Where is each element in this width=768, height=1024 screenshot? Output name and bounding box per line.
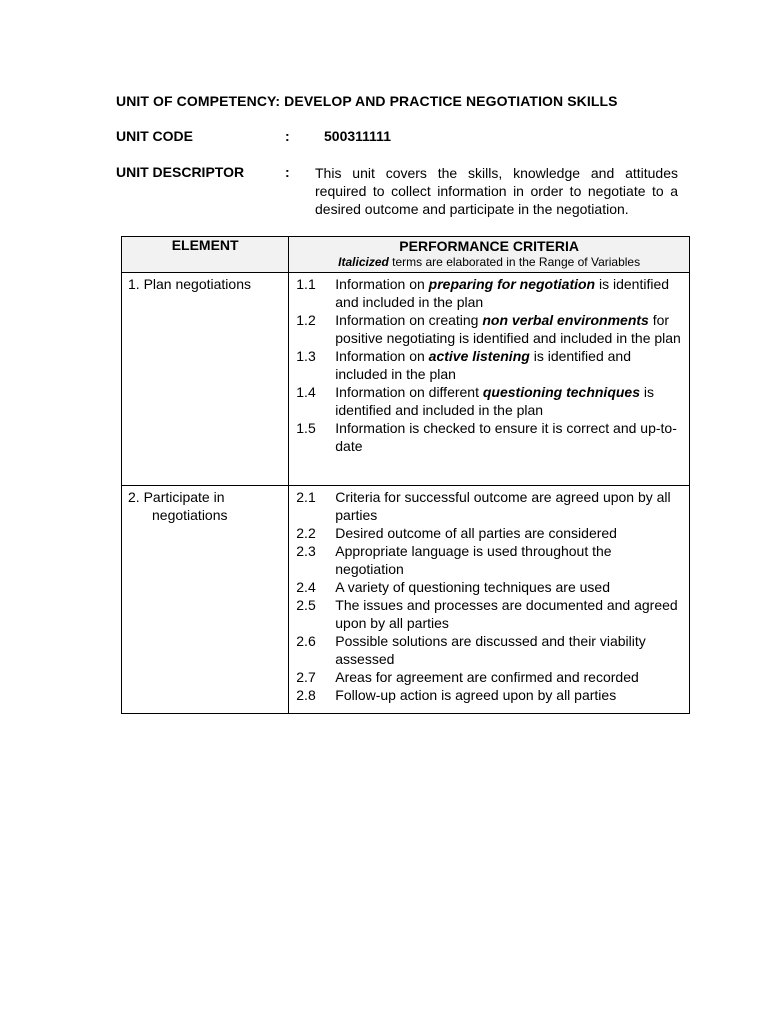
unit-descriptor-text: This unit covers the skills, knowledge and attitudes required to collect information in order to negotiate to a desired outcome and participate in the negotiation. xyxy=(315,165,678,217)
criteria-number: 2.7 xyxy=(296,669,316,685)
criteria-text xyxy=(335,542,682,578)
criteria-number: 2.4 xyxy=(296,579,316,595)
criteria-header-note xyxy=(289,255,689,270)
criteria-text xyxy=(335,632,682,668)
criteria-text-lead: Desired outcome of all parties are considered xyxy=(335,525,617,541)
criteria-text-lead: Appropriate language is used throughout the negotiation xyxy=(335,543,612,577)
criteria-list xyxy=(290,487,688,704)
table-row xyxy=(122,486,690,714)
criteria-text-tail: is identified and included in the plan xyxy=(335,276,670,310)
unit-code-colon: : xyxy=(285,128,290,144)
unit-code-value: 500311111 xyxy=(324,128,391,144)
criteria-number: 2.1 xyxy=(296,489,316,505)
criteria-item xyxy=(296,668,682,686)
criteria-text xyxy=(335,311,682,347)
criteria-list xyxy=(290,274,688,455)
criteria-key-term: questioning techniques xyxy=(482,384,640,400)
criteria-text xyxy=(335,488,682,524)
criteria-text xyxy=(335,275,682,311)
unit-title: UNIT OF COMPETENCY: DEVELOP AND PRACTICE NEGOTIATION SKILLS xyxy=(116,93,618,109)
criteria-item xyxy=(296,686,682,704)
criteria-number: 2.3 xyxy=(296,543,316,559)
criteria-text xyxy=(335,524,682,542)
element-cell xyxy=(122,273,289,486)
criteria-text-lead: The issues and processes are documented and agreed upon by all parties xyxy=(335,597,678,631)
criteria-text-lead: Information on different xyxy=(335,384,483,400)
criteria-item xyxy=(296,419,682,455)
criteria-text-lead: Areas for agreement are confirmed and recorded xyxy=(335,669,639,685)
criteria-text-lead: A variety of questioning techniques are used xyxy=(335,579,611,595)
criteria-number: 2.8 xyxy=(296,687,316,703)
criteria-item xyxy=(296,347,682,383)
criteria-text xyxy=(335,668,682,686)
criteria-cell xyxy=(289,486,690,714)
criteria-text-lead: Information on creating xyxy=(335,312,483,328)
criteria-number: 1.2 xyxy=(296,312,316,328)
criteria-text-lead: Follow-up action is agreed upon by all parties xyxy=(335,687,617,703)
criteria-text xyxy=(335,383,682,419)
element-label-continued: negotiations xyxy=(152,507,228,523)
criteria-item xyxy=(296,524,682,542)
table-header-row xyxy=(122,237,690,273)
performance-criteria-table xyxy=(121,236,690,714)
criteria-number: 1.4 xyxy=(296,384,316,400)
unit-descriptor-colon: : xyxy=(285,164,290,180)
criteria-item xyxy=(296,578,682,596)
criteria-text-lead: Information on xyxy=(335,348,429,364)
criteria-text-tail: is identified and included in the plan xyxy=(335,384,654,418)
table-row xyxy=(122,273,690,486)
criteria-item xyxy=(296,632,682,668)
criteria-text-lead: Possible solutions are discussed and their viability assessed xyxy=(335,633,646,667)
criteria-text-tail: for positive negotiating is identified and included in the plan xyxy=(335,312,681,346)
criteria-item xyxy=(296,488,682,524)
criteria-note-rest: terms are elaborated in the Range of Variables xyxy=(388,255,641,269)
criteria-header-title: PERFORMANCE CRITERIA xyxy=(399,238,579,254)
criteria-item xyxy=(296,275,682,311)
criteria-note-italic: Italicized xyxy=(338,255,389,269)
criteria-number: 1.5 xyxy=(296,420,316,436)
criteria-text-lead: Information on xyxy=(335,276,429,292)
criteria-number: 2.2 xyxy=(296,525,316,541)
criteria-number: 2.6 xyxy=(296,633,316,649)
element-label: 2. Participate in xyxy=(128,489,225,505)
element-cell xyxy=(122,486,289,714)
criteria-key-term: preparing for negotiation xyxy=(428,276,596,292)
criteria-key-term: non verbal environments xyxy=(482,312,649,328)
unit-descriptor-label: UNIT DESCRIPTOR xyxy=(116,164,245,180)
criteria-item xyxy=(296,383,682,419)
criteria-item xyxy=(296,311,682,347)
criteria-item xyxy=(296,542,682,578)
criteria-text-lead: Criteria for successful outcome are agreed upon by all parties xyxy=(335,489,671,523)
criteria-text xyxy=(335,419,682,455)
element-header: ELEMENT xyxy=(122,237,289,273)
criteria-text xyxy=(335,578,682,596)
criteria-text xyxy=(335,596,682,632)
criteria-item xyxy=(296,596,682,632)
unit-code-label: UNIT CODE xyxy=(116,128,193,144)
criteria-text xyxy=(335,686,682,704)
criteria-text-lead: Information is checked to ensure it is correct and up-to- date xyxy=(335,420,677,454)
criteria-number: 1.1 xyxy=(296,276,316,292)
criteria-text xyxy=(335,347,682,383)
criteria-text-tail: is identified and included in the plan xyxy=(335,348,631,382)
criteria-number: 1.3 xyxy=(296,348,316,364)
criteria-number: 2.5 xyxy=(296,597,316,613)
element-label: 1. Plan negotiations xyxy=(128,276,251,292)
criteria-key-term: active listening xyxy=(428,348,530,364)
criteria-cell xyxy=(289,273,690,486)
criteria-header xyxy=(289,237,690,273)
